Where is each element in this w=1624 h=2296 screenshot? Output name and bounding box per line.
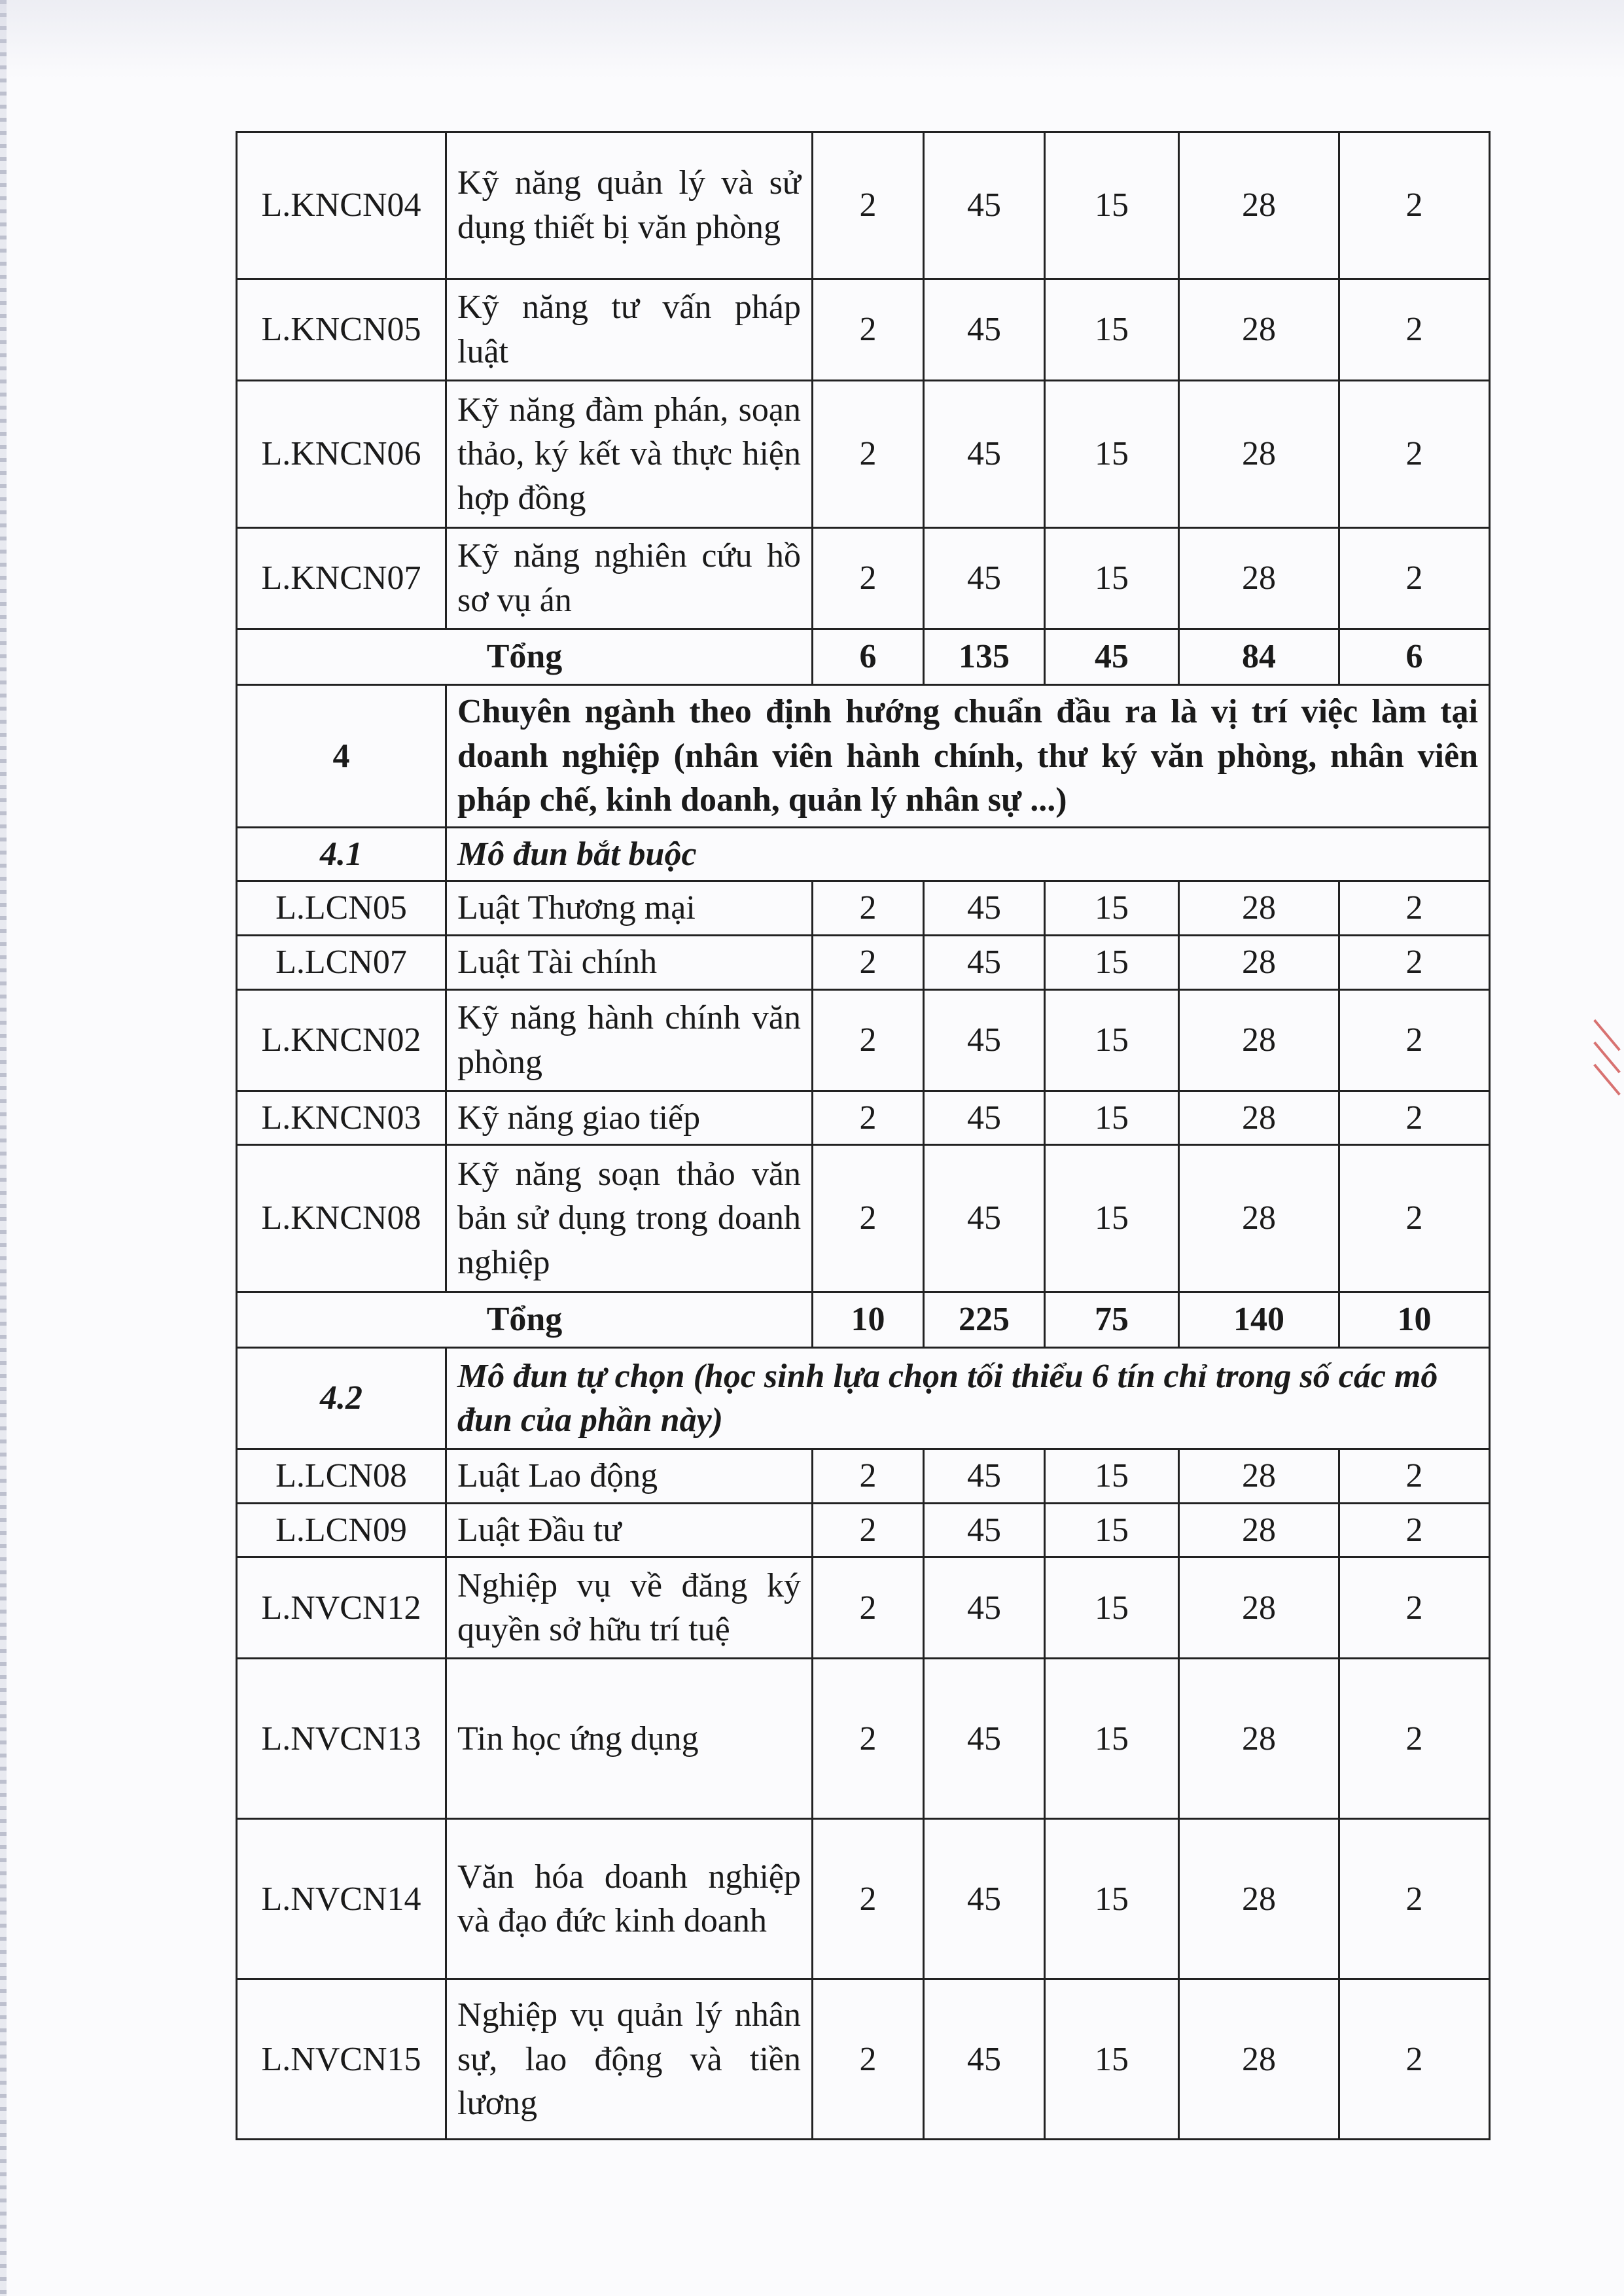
total-exam-hours: 10 — [1339, 1292, 1490, 1348]
practice-hours-cell: 28 — [1179, 935, 1339, 989]
practice-hours-cell: 28 — [1179, 132, 1339, 279]
exam-hours-cell: 2 — [1339, 1503, 1490, 1557]
theory-hours-cell: 15 — [1045, 1145, 1179, 1292]
course-code: L.KNCN02 — [237, 989, 446, 1091]
practice-hours-cell: 28 — [1179, 1145, 1339, 1292]
table-row — [237, 132, 1490, 279]
total-hours-cell: 45 — [924, 1145, 1045, 1292]
total-hours-cell: 45 — [924, 1503, 1045, 1557]
course-name: Nghiệp vụ quản lý nhân sự, lao động và tiền lương — [446, 1979, 813, 2140]
exam-hours-cell: 2 — [1339, 1091, 1490, 1145]
total-hours-cell: 45 — [924, 935, 1045, 989]
total-hours-cell: 45 — [924, 1659, 1045, 1819]
table-row — [237, 1557, 1490, 1659]
table-row — [237, 1503, 1490, 1557]
course-name: Văn hóa doanh nghiệp và đạo đức kinh doanh — [446, 1819, 813, 1979]
total-hours-cell: 45 — [924, 528, 1045, 629]
table-row — [237, 1819, 1490, 1979]
section-title: Mô đun tự chọn (học sinh lựa chọn tối thiểu 6 tín chỉ trong số các mô đun của phần này) — [446, 1348, 1490, 1449]
credits-cell: 2 — [813, 528, 924, 629]
section-title: Chuyên ngành theo định hướng chuẩn đầu ra là vị trí việc làm tại doanh nghiệp (nhân viên hành chính, thư ký văn phòng, nhân viên pháp chế, kinh doanh, quản lý nhân sự ...) — [446, 685, 1490, 828]
course-code: L.KNCN06 — [237, 381, 446, 528]
credits-cell: 2 — [813, 989, 924, 1091]
table-row — [237, 1659, 1490, 1819]
red-stamp-fragment — [1594, 1021, 1624, 1296]
total-total-hours: 135 — [924, 629, 1045, 685]
section-row — [237, 1348, 1490, 1449]
course-name: Luật Lao động — [446, 1449, 813, 1504]
exam-hours-cell: 2 — [1339, 1979, 1490, 2140]
practice-hours-cell: 28 — [1179, 1503, 1339, 1557]
section-row — [237, 685, 1490, 828]
course-code: L.NVCN14 — [237, 1819, 446, 1979]
credits-cell: 2 — [813, 132, 924, 279]
course-name: Kỹ năng nghiên cứu hồ sơ vụ án — [446, 528, 813, 629]
theory-hours-cell: 15 — [1045, 1091, 1179, 1145]
total-practice-hours: 84 — [1179, 629, 1339, 685]
table-row — [237, 1091, 1490, 1145]
total-label: Tổng — [237, 1292, 813, 1348]
practice-hours-cell: 28 — [1179, 381, 1339, 528]
total-hours-cell: 45 — [924, 1557, 1045, 1659]
theory-hours-cell: 15 — [1045, 1659, 1179, 1819]
total-hours-cell: 45 — [924, 1091, 1045, 1145]
exam-hours-cell: 2 — [1339, 881, 1490, 936]
theory-hours-cell: 15 — [1045, 881, 1179, 936]
total-theory-hours: 75 — [1045, 1292, 1179, 1348]
credits-cell: 2 — [813, 1979, 924, 2140]
theory-hours-cell: 15 — [1045, 528, 1179, 629]
theory-hours-cell: 15 — [1045, 132, 1179, 279]
total-credits: 10 — [813, 1292, 924, 1348]
course-code: L.KNCN08 — [237, 1145, 446, 1292]
total-row — [237, 629, 1490, 685]
theory-hours-cell: 15 — [1045, 989, 1179, 1091]
table-row — [237, 1449, 1490, 1504]
course-code: L.KNCN04 — [237, 132, 446, 279]
course-name: Kỹ năng hành chính văn phòng — [446, 989, 813, 1091]
total-hours-cell: 45 — [924, 132, 1045, 279]
practice-hours-cell: 28 — [1179, 279, 1339, 381]
exam-hours-cell: 2 — [1339, 1659, 1490, 1819]
section-row — [237, 827, 1490, 881]
exam-hours-cell: 2 — [1339, 1819, 1490, 1979]
credits-cell: 2 — [813, 1503, 924, 1557]
credits-cell: 2 — [813, 1557, 924, 1659]
exam-hours-cell: 2 — [1339, 528, 1490, 629]
credits-cell: 2 — [813, 381, 924, 528]
course-name: Kỹ năng giao tiếp — [446, 1091, 813, 1145]
course-code: L.LCN08 — [237, 1449, 446, 1504]
section-number: 4 — [237, 685, 446, 828]
course-name: Kỹ năng soạn thảo văn bản sử dụng trong doanh nghiệp — [446, 1145, 813, 1292]
total-credits: 6 — [813, 629, 924, 685]
exam-hours-cell: 2 — [1339, 1557, 1490, 1659]
practice-hours-cell: 28 — [1179, 1819, 1339, 1979]
total-hours-cell: 45 — [924, 989, 1045, 1091]
course-name: Luật Tài chính — [446, 935, 813, 989]
course-code: L.LCN07 — [237, 935, 446, 989]
total-theory-hours: 45 — [1045, 629, 1179, 685]
credits-cell: 2 — [813, 1819, 924, 1979]
course-code: L.NVCN15 — [237, 1979, 446, 2140]
theory-hours-cell: 15 — [1045, 381, 1179, 528]
total-exam-hours: 6 — [1339, 629, 1490, 685]
credits-cell: 2 — [813, 881, 924, 936]
course-name: Kỹ năng quản lý và sử dụng thiết bị văn phòng — [446, 132, 813, 279]
practice-hours-cell: 28 — [1179, 1091, 1339, 1145]
table-row — [237, 279, 1490, 381]
course-name: Tin học ứng dụng — [446, 1659, 813, 1819]
credits-cell: 2 — [813, 279, 924, 381]
section-title: Mô đun bắt buộc — [446, 827, 1490, 881]
table-body — [237, 132, 1490, 2140]
theory-hours-cell: 15 — [1045, 1557, 1179, 1659]
curriculum-table — [236, 131, 1491, 2140]
credits-cell: 2 — [813, 1659, 924, 1819]
theory-hours-cell: 15 — [1045, 1503, 1179, 1557]
theory-hours-cell: 15 — [1045, 279, 1179, 381]
total-hours-cell: 45 — [924, 881, 1045, 936]
section-number: 4.2 — [237, 1348, 446, 1449]
total-hours-cell: 45 — [924, 381, 1045, 528]
total-practice-hours: 140 — [1179, 1292, 1339, 1348]
exam-hours-cell: 2 — [1339, 989, 1490, 1091]
course-code: L.KNCN03 — [237, 1091, 446, 1145]
course-name: Luật Đầu tư — [446, 1503, 813, 1557]
course-name: Kỹ năng tư vấn pháp luật — [446, 279, 813, 381]
page-shade — [0, 0, 1624, 79]
table-row — [237, 1145, 1490, 1292]
theory-hours-cell: 15 — [1045, 1979, 1179, 2140]
course-code: L.NVCN13 — [237, 1659, 446, 1819]
exam-hours-cell: 2 — [1339, 1145, 1490, 1292]
total-hours-cell: 45 — [924, 1819, 1045, 1979]
practice-hours-cell: 28 — [1179, 1979, 1339, 2140]
course-code: L.NVCN12 — [237, 1557, 446, 1659]
course-name: Kỹ năng đàm phán, soạn thảo, ký kết và thực hiện hợp đồng — [446, 381, 813, 528]
total-total-hours: 225 — [924, 1292, 1045, 1348]
total-label: Tổng — [237, 629, 813, 685]
course-code: L.LCN09 — [237, 1503, 446, 1557]
section-number: 4.1 — [237, 827, 446, 881]
exam-hours-cell: 2 — [1339, 381, 1490, 528]
practice-hours-cell: 28 — [1179, 1659, 1339, 1819]
credits-cell: 2 — [813, 935, 924, 989]
practice-hours-cell: 28 — [1179, 1557, 1339, 1659]
exam-hours-cell: 2 — [1339, 132, 1490, 279]
table-row — [237, 881, 1490, 936]
exam-hours-cell: 2 — [1339, 1449, 1490, 1504]
credits-cell: 2 — [813, 1145, 924, 1292]
table-row — [237, 528, 1490, 629]
total-hours-cell: 45 — [924, 1449, 1045, 1504]
scan-edge — [0, 0, 7, 2296]
practice-hours-cell: 28 — [1179, 1449, 1339, 1504]
course-code: L.KNCN05 — [237, 279, 446, 381]
practice-hours-cell: 28 — [1179, 528, 1339, 629]
course-name: Luật Thương mại — [446, 881, 813, 936]
course-name: Nghiệp vụ về đăng ký quyền sở hữu trí tuệ — [446, 1557, 813, 1659]
table-row — [237, 1979, 1490, 2140]
theory-hours-cell: 15 — [1045, 1449, 1179, 1504]
theory-hours-cell: 15 — [1045, 935, 1179, 989]
exam-hours-cell: 2 — [1339, 935, 1490, 989]
credits-cell: 2 — [813, 1091, 924, 1145]
course-code: L.LCN05 — [237, 881, 446, 936]
practice-hours-cell: 28 — [1179, 881, 1339, 936]
total-hours-cell: 45 — [924, 279, 1045, 381]
theory-hours-cell: 15 — [1045, 1819, 1179, 1979]
table-row — [237, 989, 1490, 1091]
total-row — [237, 1292, 1490, 1348]
table-row — [237, 381, 1490, 528]
table-row — [237, 935, 1490, 989]
course-code: L.KNCN07 — [237, 528, 446, 629]
credits-cell: 2 — [813, 1449, 924, 1504]
total-hours-cell: 45 — [924, 1979, 1045, 2140]
exam-hours-cell: 2 — [1339, 279, 1490, 381]
practice-hours-cell: 28 — [1179, 989, 1339, 1091]
